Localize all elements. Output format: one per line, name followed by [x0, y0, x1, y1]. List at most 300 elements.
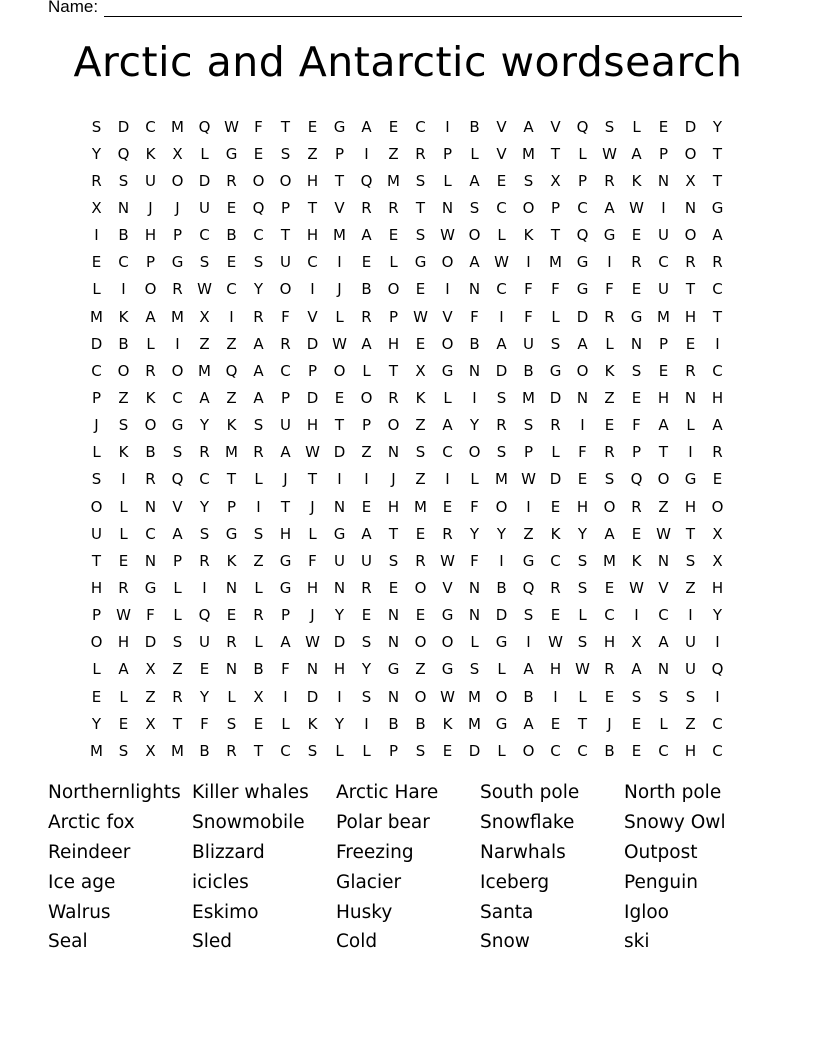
grid-letter[interactable]: M: [603, 551, 616, 570]
grid-letter[interactable]: D: [549, 388, 562, 407]
grid-letter[interactable]: M: [333, 226, 346, 245]
grid-letter[interactable]: I: [715, 633, 720, 652]
grid-letter[interactable]: E: [226, 606, 237, 625]
grid-letter[interactable]: E: [253, 144, 264, 163]
grid-letter[interactable]: N: [144, 497, 157, 516]
grid-letter[interactable]: X: [199, 307, 210, 326]
grid-letter[interactable]: Y: [91, 144, 102, 163]
grid-letter[interactable]: E: [442, 497, 453, 516]
grid-letter[interactable]: Y: [199, 497, 210, 516]
grid-letter[interactable]: S: [253, 524, 264, 543]
grid-letter[interactable]: W: [548, 633, 563, 652]
grid-letter[interactable]: C: [712, 714, 723, 733]
grid-letter[interactable]: R: [253, 443, 264, 462]
grid-letter[interactable]: M: [414, 497, 427, 516]
grid-letter[interactable]: R: [604, 307, 615, 326]
grid-letter[interactable]: C: [91, 361, 102, 380]
grid-letter[interactable]: G: [576, 253, 589, 272]
grid-letter[interactable]: P: [361, 416, 372, 435]
grid-letter[interactable]: Q: [171, 470, 184, 489]
grid-letter[interactable]: C: [172, 388, 183, 407]
grid-letter[interactable]: S: [523, 171, 534, 190]
grid-letter[interactable]: L: [173, 606, 182, 625]
grid-letter[interactable]: Z: [307, 144, 318, 163]
grid-letter[interactable]: F: [524, 280, 533, 299]
grid-letter[interactable]: M: [90, 307, 103, 326]
grid-letter[interactable]: A: [253, 334, 264, 353]
grid-letter[interactable]: R: [253, 307, 264, 326]
grid-letter[interactable]: T: [388, 361, 399, 380]
grid-letter[interactable]: A: [577, 334, 588, 353]
grid-letter[interactable]: O: [441, 334, 454, 353]
grid-letter[interactable]: V: [442, 578, 453, 597]
grid-letter[interactable]: S: [577, 551, 588, 570]
grid-letter[interactable]: G: [333, 524, 346, 543]
grid-letter[interactable]: S: [604, 117, 615, 136]
grid-letter[interactable]: L: [551, 307, 560, 326]
grid-letter[interactable]: O: [684, 144, 697, 163]
grid-letter[interactable]: K: [550, 524, 561, 543]
grid-letter[interactable]: U: [685, 660, 696, 679]
grid-letter[interactable]: E: [415, 606, 426, 625]
grid-letter[interactable]: Z: [685, 578, 696, 597]
grid-letter[interactable]: N: [576, 388, 589, 407]
grid-letter[interactable]: O: [279, 280, 292, 299]
grid-letter[interactable]: L: [497, 660, 506, 679]
grid-letter[interactable]: U: [280, 253, 291, 272]
grid-letter[interactable]: M: [171, 741, 184, 760]
grid-letter[interactable]: J: [310, 497, 315, 516]
grid-letter[interactable]: G: [549, 361, 562, 380]
grid-letter[interactable]: B: [226, 226, 237, 245]
grid-letter[interactable]: F: [605, 280, 614, 299]
grid-letter[interactable]: T: [307, 198, 318, 217]
grid-letter[interactable]: T: [280, 497, 291, 516]
grid-letter[interactable]: L: [389, 253, 398, 272]
grid-letter[interactable]: W: [224, 117, 239, 136]
grid-letter[interactable]: I: [364, 144, 369, 163]
grid-letter[interactable]: I: [526, 253, 531, 272]
grid-letter[interactable]: L: [254, 633, 263, 652]
grid-letter[interactable]: T: [226, 470, 237, 489]
grid-letter[interactable]: E: [226, 253, 237, 272]
grid-letter[interactable]: Y: [361, 660, 372, 679]
grid-letter[interactable]: Q: [198, 606, 211, 625]
grid-letter[interactable]: F: [470, 497, 479, 516]
grid-letter[interactable]: A: [199, 388, 210, 407]
grid-letter[interactable]: C: [199, 226, 210, 245]
grid-letter[interactable]: S: [415, 226, 426, 245]
grid-letter[interactable]: Z: [685, 714, 696, 733]
grid-letter[interactable]: K: [415, 388, 426, 407]
grid-letter[interactable]: O: [603, 497, 616, 516]
grid-letter[interactable]: O: [657, 470, 670, 489]
grid-letter[interactable]: O: [522, 198, 535, 217]
grid-letter[interactable]: K: [145, 388, 156, 407]
grid-letter[interactable]: S: [685, 551, 696, 570]
grid-letter[interactable]: F: [281, 660, 290, 679]
grid-letter[interactable]: P: [523, 443, 534, 462]
grid-letter[interactable]: A: [145, 307, 156, 326]
grid-letter[interactable]: O: [495, 687, 508, 706]
grid-letter[interactable]: Z: [172, 660, 183, 679]
grid-letter[interactable]: O: [387, 280, 400, 299]
grid-letter[interactable]: E: [361, 497, 372, 516]
grid-letter[interactable]: C: [577, 741, 588, 760]
grid-letter[interactable]: R: [415, 551, 426, 570]
grid-letter[interactable]: D: [306, 687, 319, 706]
grid-letter[interactable]: D: [90, 334, 103, 353]
grid-letter[interactable]: C: [280, 361, 291, 380]
grid-letter[interactable]: P: [91, 606, 102, 625]
grid-letter[interactable]: K: [631, 171, 642, 190]
grid-letter[interactable]: L: [227, 687, 236, 706]
grid-letter[interactable]: A: [361, 117, 372, 136]
grid-letter[interactable]: D: [495, 361, 508, 380]
grid-letter[interactable]: A: [658, 416, 669, 435]
grid-letter[interactable]: I: [688, 443, 693, 462]
grid-letter[interactable]: G: [144, 578, 157, 597]
grid-letter[interactable]: P: [631, 443, 642, 462]
grid-letter[interactable]: A: [469, 253, 480, 272]
grid-letter[interactable]: K: [631, 551, 642, 570]
grid-letter[interactable]: J: [148, 198, 153, 217]
grid-letter[interactable]: R: [199, 551, 210, 570]
grid-letter[interactable]: K: [442, 714, 453, 733]
grid-letter[interactable]: T: [685, 280, 696, 299]
grid-letter[interactable]: H: [144, 226, 157, 245]
grid-letter[interactable]: I: [607, 253, 612, 272]
grid-letter[interactable]: S: [91, 470, 102, 489]
grid-letter[interactable]: V: [334, 198, 345, 217]
grid-letter[interactable]: L: [362, 741, 371, 760]
grid-letter[interactable]: E: [226, 198, 237, 217]
grid-letter[interactable]: H: [333, 660, 346, 679]
grid-letter[interactable]: I: [175, 334, 180, 353]
grid-letter[interactable]: Q: [522, 578, 535, 597]
grid-letter[interactable]: T: [658, 443, 669, 462]
grid-letter[interactable]: N: [468, 361, 481, 380]
grid-letter[interactable]: H: [684, 307, 697, 326]
grid-letter[interactable]: U: [91, 524, 102, 543]
grid-letter[interactable]: K: [604, 361, 615, 380]
grid-letter[interactable]: Y: [253, 280, 264, 299]
grid-letter[interactable]: M: [468, 687, 481, 706]
grid-letter[interactable]: L: [659, 714, 668, 733]
grid-letter[interactable]: I: [337, 253, 342, 272]
grid-letter[interactable]: L: [470, 633, 479, 652]
grid-letter[interactable]: S: [577, 633, 588, 652]
grid-letter[interactable]: S: [550, 334, 561, 353]
grid-letter[interactable]: T: [334, 416, 345, 435]
grid-letter[interactable]: Y: [334, 606, 345, 625]
grid-letter[interactable]: C: [307, 253, 318, 272]
grid-letter[interactable]: X: [145, 741, 156, 760]
grid-letter[interactable]: E: [91, 253, 102, 272]
grid-letter[interactable]: R: [550, 578, 561, 597]
grid-letter[interactable]: I: [526, 497, 531, 516]
grid-letter[interactable]: N: [657, 171, 670, 190]
grid-letter[interactable]: D: [468, 741, 481, 760]
grid-letter[interactable]: S: [172, 633, 183, 652]
grid-letter[interactable]: H: [306, 226, 319, 245]
grid-letter[interactable]: S: [631, 687, 642, 706]
grid-letter[interactable]: F: [470, 307, 479, 326]
grid-letter[interactable]: L: [254, 578, 263, 597]
grid-letter[interactable]: E: [415, 334, 426, 353]
grid-letter[interactable]: S: [469, 660, 480, 679]
grid-letter[interactable]: O: [414, 633, 427, 652]
grid-letter[interactable]: U: [685, 633, 696, 652]
grid-letter[interactable]: I: [445, 280, 450, 299]
grid-letter[interactable]: H: [549, 660, 562, 679]
grid-letter[interactable]: C: [145, 524, 156, 543]
grid-letter[interactable]: R: [361, 578, 372, 597]
grid-letter[interactable]: M: [657, 307, 670, 326]
grid-letter[interactable]: R: [145, 361, 156, 380]
grid-letter[interactable]: O: [468, 226, 481, 245]
grid-letter[interactable]: W: [440, 226, 455, 245]
grid-letter[interactable]: J: [607, 714, 612, 733]
grid-letter[interactable]: O: [684, 226, 697, 245]
grid-letter[interactable]: N: [630, 334, 643, 353]
grid-letter[interactable]: E: [442, 741, 453, 760]
grid-letter[interactable]: F: [200, 714, 209, 733]
grid-letter[interactable]: Z: [604, 388, 615, 407]
grid-letter[interactable]: H: [306, 578, 319, 597]
grid-letter[interactable]: I: [580, 416, 585, 435]
grid-letter[interactable]: N: [468, 606, 481, 625]
grid-letter[interactable]: O: [252, 171, 265, 190]
grid-letter[interactable]: L: [281, 714, 290, 733]
grid-letter[interactable]: P: [280, 198, 291, 217]
grid-letter[interactable]: Q: [252, 198, 265, 217]
grid-letter[interactable]: I: [121, 280, 126, 299]
grid-letter[interactable]: N: [387, 687, 400, 706]
grid-letter[interactable]: P: [91, 388, 102, 407]
grid-letter[interactable]: P: [388, 307, 399, 326]
grid-letter[interactable]: T: [712, 307, 723, 326]
grid-letter[interactable]: H: [576, 497, 589, 516]
grid-letter[interactable]: Y: [712, 117, 723, 136]
grid-letter[interactable]: H: [711, 578, 724, 597]
grid-letter[interactable]: L: [497, 741, 506, 760]
grid-letter[interactable]: S: [91, 117, 102, 136]
grid-letter[interactable]: V: [172, 497, 183, 516]
grid-letter[interactable]: D: [306, 334, 319, 353]
grid-letter[interactable]: X: [91, 198, 102, 217]
grid-letter[interactable]: I: [94, 226, 99, 245]
grid-letter[interactable]: N: [387, 443, 400, 462]
grid-letter[interactable]: G: [171, 253, 184, 272]
grid-letter[interactable]: C: [118, 253, 129, 272]
grid-letter[interactable]: A: [604, 198, 615, 217]
grid-letter[interactable]: I: [229, 307, 234, 326]
grid-letter[interactable]: H: [90, 578, 103, 597]
grid-letter[interactable]: W: [494, 253, 509, 272]
grid-letter[interactable]: O: [441, 633, 454, 652]
grid-letter[interactable]: Q: [360, 171, 373, 190]
grid-letter[interactable]: I: [688, 606, 693, 625]
grid-letter[interactable]: X: [415, 361, 426, 380]
grid-letter[interactable]: C: [226, 280, 237, 299]
grid-letter[interactable]: T: [307, 470, 318, 489]
grid-letter[interactable]: V: [307, 307, 318, 326]
grid-letter[interactable]: E: [577, 470, 588, 489]
grid-letter[interactable]: G: [441, 606, 454, 625]
grid-letter[interactable]: G: [279, 551, 292, 570]
grid-letter[interactable]: P: [226, 497, 237, 516]
grid-letter[interactable]: Q: [630, 470, 643, 489]
grid-letter[interactable]: R: [712, 443, 723, 462]
grid-letter[interactable]: E: [361, 253, 372, 272]
grid-letter[interactable]: S: [199, 253, 210, 272]
grid-letter[interactable]: E: [604, 578, 615, 597]
grid-letter[interactable]: E: [631, 741, 642, 760]
grid-letter[interactable]: S: [523, 606, 534, 625]
grid-letter[interactable]: Q: [198, 117, 211, 136]
grid-letter[interactable]: D: [333, 443, 346, 462]
grid-letter[interactable]: F: [578, 443, 587, 462]
grid-letter[interactable]: E: [604, 687, 615, 706]
grid-letter[interactable]: R: [226, 633, 237, 652]
grid-letter[interactable]: S: [253, 253, 264, 272]
grid-letter[interactable]: B: [199, 741, 210, 760]
grid-letter[interactable]: M: [90, 741, 103, 760]
grid-letter[interactable]: O: [279, 171, 292, 190]
grid-letter[interactable]: L: [470, 470, 479, 489]
grid-letter[interactable]: P: [442, 144, 453, 163]
grid-letter[interactable]: D: [144, 633, 157, 652]
grid-letter[interactable]: G: [441, 361, 454, 380]
grid-letter[interactable]: S: [226, 714, 237, 733]
grid-letter[interactable]: M: [522, 144, 535, 163]
grid-letter[interactable]: N: [657, 660, 670, 679]
grid-letter[interactable]: Z: [415, 416, 426, 435]
grid-letter[interactable]: O: [144, 280, 157, 299]
grid-letter[interactable]: E: [685, 334, 696, 353]
grid-letter[interactable]: H: [711, 388, 724, 407]
grid-letter[interactable]: P: [658, 334, 669, 353]
grid-letter[interactable]: E: [415, 524, 426, 543]
grid-letter[interactable]: V: [658, 578, 669, 597]
grid-letter[interactable]: O: [171, 361, 184, 380]
grid-letter[interactable]: E: [631, 280, 642, 299]
grid-letter[interactable]: R: [91, 171, 102, 190]
grid-letter[interactable]: R: [550, 416, 561, 435]
grid-letter[interactable]: A: [361, 226, 372, 245]
grid-letter[interactable]: S: [604, 470, 615, 489]
grid-letter[interactable]: O: [387, 416, 400, 435]
grid-letter[interactable]: B: [118, 226, 129, 245]
grid-letter[interactable]: L: [443, 171, 452, 190]
grid-letter[interactable]: A: [523, 117, 534, 136]
grid-letter[interactable]: A: [280, 633, 291, 652]
grid-letter[interactable]: Y: [469, 416, 480, 435]
grid-letter[interactable]: L: [362, 361, 371, 380]
grid-letter[interactable]: J: [310, 606, 315, 625]
grid-letter[interactable]: Z: [199, 334, 210, 353]
grid-letter[interactable]: S: [577, 578, 588, 597]
grid-letter[interactable]: T: [550, 226, 561, 245]
grid-letter[interactable]: X: [253, 687, 264, 706]
grid-letter[interactable]: N: [657, 551, 670, 570]
grid-letter[interactable]: M: [171, 117, 184, 136]
grid-letter[interactable]: H: [387, 334, 400, 353]
grid-letter[interactable]: S: [631, 361, 642, 380]
grid-letter[interactable]: D: [333, 633, 346, 652]
grid-letter[interactable]: R: [604, 660, 615, 679]
grid-letter[interactable]: N: [684, 198, 697, 217]
grid-letter[interactable]: L: [92, 280, 101, 299]
grid-letter[interactable]: U: [334, 551, 345, 570]
grid-letter[interactable]: A: [496, 334, 507, 353]
grid-letter[interactable]: A: [523, 660, 534, 679]
grid-letter[interactable]: I: [310, 280, 315, 299]
grid-letter[interactable]: I: [256, 497, 261, 516]
grid-letter[interactable]: Z: [658, 497, 669, 516]
grid-letter[interactable]: P: [334, 144, 345, 163]
grid-letter[interactable]: J: [175, 198, 180, 217]
grid-letter[interactable]: O: [468, 443, 481, 462]
grid-letter[interactable]: V: [442, 307, 453, 326]
grid-letter[interactable]: L: [605, 334, 614, 353]
grid-letter[interactable]: P: [388, 741, 399, 760]
grid-letter[interactable]: U: [658, 280, 669, 299]
grid-letter[interactable]: T: [172, 714, 183, 733]
grid-letter[interactable]: E: [91, 687, 102, 706]
grid-letter[interactable]: S: [361, 633, 372, 652]
grid-letter[interactable]: A: [361, 334, 372, 353]
grid-letter[interactable]: R: [685, 361, 696, 380]
grid-letter[interactable]: E: [361, 606, 372, 625]
grid-letter[interactable]: C: [604, 606, 615, 625]
grid-letter[interactable]: W: [305, 633, 320, 652]
grid-letter[interactable]: U: [199, 633, 210, 652]
grid-letter[interactable]: X: [145, 660, 156, 679]
grid-letter[interactable]: R: [415, 144, 426, 163]
grid-letter[interactable]: C: [496, 280, 507, 299]
grid-letter[interactable]: S: [199, 524, 210, 543]
grid-letter[interactable]: L: [308, 524, 317, 543]
grid-letter[interactable]: R: [388, 388, 399, 407]
grid-letter[interactable]: W: [116, 606, 131, 625]
grid-letter[interactable]: R: [361, 198, 372, 217]
grid-letter[interactable]: B: [361, 280, 372, 299]
grid-letter[interactable]: F: [470, 551, 479, 570]
grid-letter[interactable]: A: [523, 714, 534, 733]
grid-letter[interactable]: B: [145, 443, 156, 462]
grid-letter[interactable]: I: [634, 606, 639, 625]
grid-letter[interactable]: I: [661, 198, 666, 217]
grid-letter[interactable]: C: [442, 443, 453, 462]
grid-letter[interactable]: B: [415, 714, 426, 733]
grid-letter[interactable]: A: [442, 416, 453, 435]
grid-letter[interactable]: V: [496, 117, 507, 136]
grid-letter[interactable]: F: [146, 606, 155, 625]
grid-letter[interactable]: H: [387, 497, 400, 516]
grid-letter[interactable]: U: [145, 171, 156, 190]
grid-letter[interactable]: U: [361, 551, 372, 570]
grid-letter[interactable]: T: [280, 226, 291, 245]
grid-letter[interactable]: T: [388, 524, 399, 543]
grid-letter[interactable]: L: [335, 741, 344, 760]
grid-letter[interactable]: Z: [118, 388, 129, 407]
grid-letter[interactable]: P: [145, 253, 156, 272]
grid-letter[interactable]: T: [712, 171, 723, 190]
grid-letter[interactable]: P: [280, 606, 291, 625]
grid-letter[interactable]: E: [631, 524, 642, 543]
